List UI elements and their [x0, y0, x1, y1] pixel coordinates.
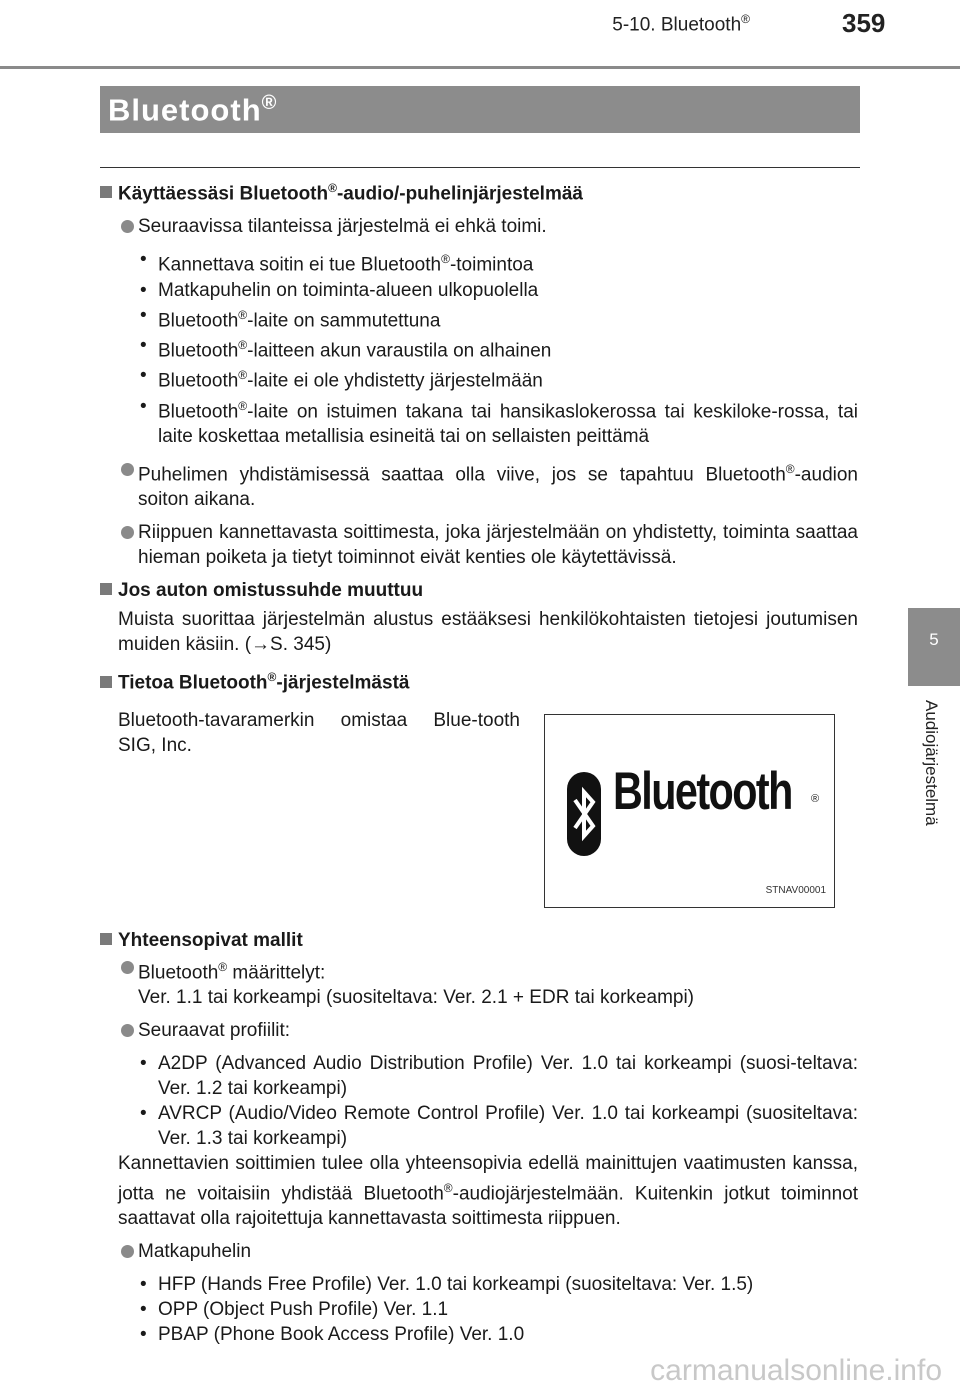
chapter-title-bar — [100, 86, 860, 133]
page-number: 359 — [842, 8, 886, 38]
circle-bullet-icon — [121, 1245, 134, 1258]
registered-mark: ® — [811, 792, 820, 805]
circle-bullet-item: Matkapuhelin — [100, 1239, 858, 1264]
list-item: • HFP (Hands Free Profile) Ver. 1.0 tai korkeampi (suositeltava: Ver. 1.5) — [100, 1272, 858, 1297]
circle-bullet-item: Seuraavissa tilanteissa järjestelmä ei ehkä toimi. — [100, 214, 858, 239]
circle-bullet-icon — [121, 220, 134, 233]
list-item: • AVRCP (Audio/Video Remote Control Profile) Ver. 1.0 tai korkeampi (suositeltava: Ver. 1.3 tai korkeampi) — [100, 1101, 858, 1151]
circle-bullet-icon — [121, 526, 134, 539]
section-heading: Tietoa Bluetooth®-järjestelmästä — [100, 665, 858, 695]
section-heading: Jos auton omistussuhde muuttuu — [100, 578, 858, 603]
list-item: • Kannettava soitin ei tue Bluetooth®-toimintoa — [100, 247, 858, 277]
page-title: Bluetooth® — [108, 92, 278, 128]
image-code: STNAV00001 — [765, 884, 826, 896]
square-bullet-icon — [100, 583, 112, 595]
circle-bullet-item: Seuraavat profiilit: — [100, 1018, 858, 1043]
bluetooth-wordmark: Bluetooth — [613, 761, 792, 821]
paragraph: Bluetooth-tavaramerkin omistaa Blue-tooth SIG, Inc. — [118, 709, 520, 756]
watermark: carmanualsonline.info — [650, 1354, 942, 1387]
section-heading: Yhteensopivat mallit — [100, 928, 858, 953]
section-heading: Käyttäessäsi Bluetooth®-audio/-puhelinjärjestelmää — [100, 176, 858, 206]
list-item: • PBAP (Phone Book Access Profile) Ver. 1.0 — [100, 1322, 858, 1347]
paragraph: Muista suorittaa järjestelmän alustus estääksesi henkilökohtaisten tietojesi joutumisen muiden käsiin. (→S. 345) — [118, 609, 858, 656]
list-item: • Bluetooth®-laitteen akun varaustila on alhainen — [100, 333, 858, 363]
bluetooth-logo-image — [544, 714, 835, 908]
circle-bullet-icon — [121, 961, 134, 974]
list-item: • Bluetooth®-laite on sammutettuna — [100, 303, 858, 333]
circle-bullet-item: Riippuen kannettavasta soittimesta, joka järjestelmään on yhdistetty, toiminta saattaa hieman poiketa ja tietyt toiminnot eivät kenties ole käytettävissä. — [100, 520, 858, 570]
paragraph: Kannettavien soittimien tulee olla yhteensopivia edellä mainittujen vaatimusten kanssa, jotta ne voitaisiin yhdistää Bluetooth®-audiojärjestelmään. Kuitenkin jotkut toiminnot saattavat olla rajoitettuja kannettavasta soittimesta riippuen. — [118, 1152, 858, 1230]
square-bullet-icon — [100, 186, 112, 198]
circle-bullet-item: Bluetooth® määrittelyt: Ver. 1.1 tai korkeampi (suositeltava: Ver. 2.1 + EDR tai korkeampi) — [100, 955, 858, 1010]
circle-bullet-icon — [121, 1024, 134, 1037]
list-item: • Bluetooth®-laite ei ole yhdistetty järjestelmään — [100, 363, 858, 393]
trademark-block — [100, 696, 858, 924]
list-item: • Matkapuhelin on toiminta-alueen ulkopuolella — [100, 278, 858, 303]
square-bullet-icon — [100, 676, 112, 688]
square-bullet-icon — [100, 933, 112, 945]
section-divider — [100, 167, 860, 168]
header-rule — [0, 66, 960, 69]
chapter-tab-label: Audiojärjestelmä — [922, 700, 941, 826]
list-item: • A2DP (Advanced Audio Distribution Profile) Ver. 1.0 tai korkeampi (suosi-teltava: Ver. 1.2 tai korkeampi) — [100, 1051, 858, 1101]
running-header-section: 5-10. Bluetooth® — [612, 12, 750, 36]
chapter-tab-number: 5 — [908, 608, 960, 686]
circle-bullet-icon — [121, 463, 134, 476]
list-item: • OPP (Object Push Profile) Ver. 1.1 — [100, 1297, 858, 1322]
manual-content — [100, 176, 858, 1347]
circle-bullet-item: Puhelimen yhdistämisessä saattaa olla viive, jos se tapahtuu Bluetooth®-audion soiton aikana. — [100, 457, 858, 512]
list-item: • Bluetooth®-laite on istuimen takana tai hansikaslokerossa tai keskiloke-rossa, tai laite koskettaa metallisia esineitä tai on sellaisten peittämä — [100, 394, 858, 449]
